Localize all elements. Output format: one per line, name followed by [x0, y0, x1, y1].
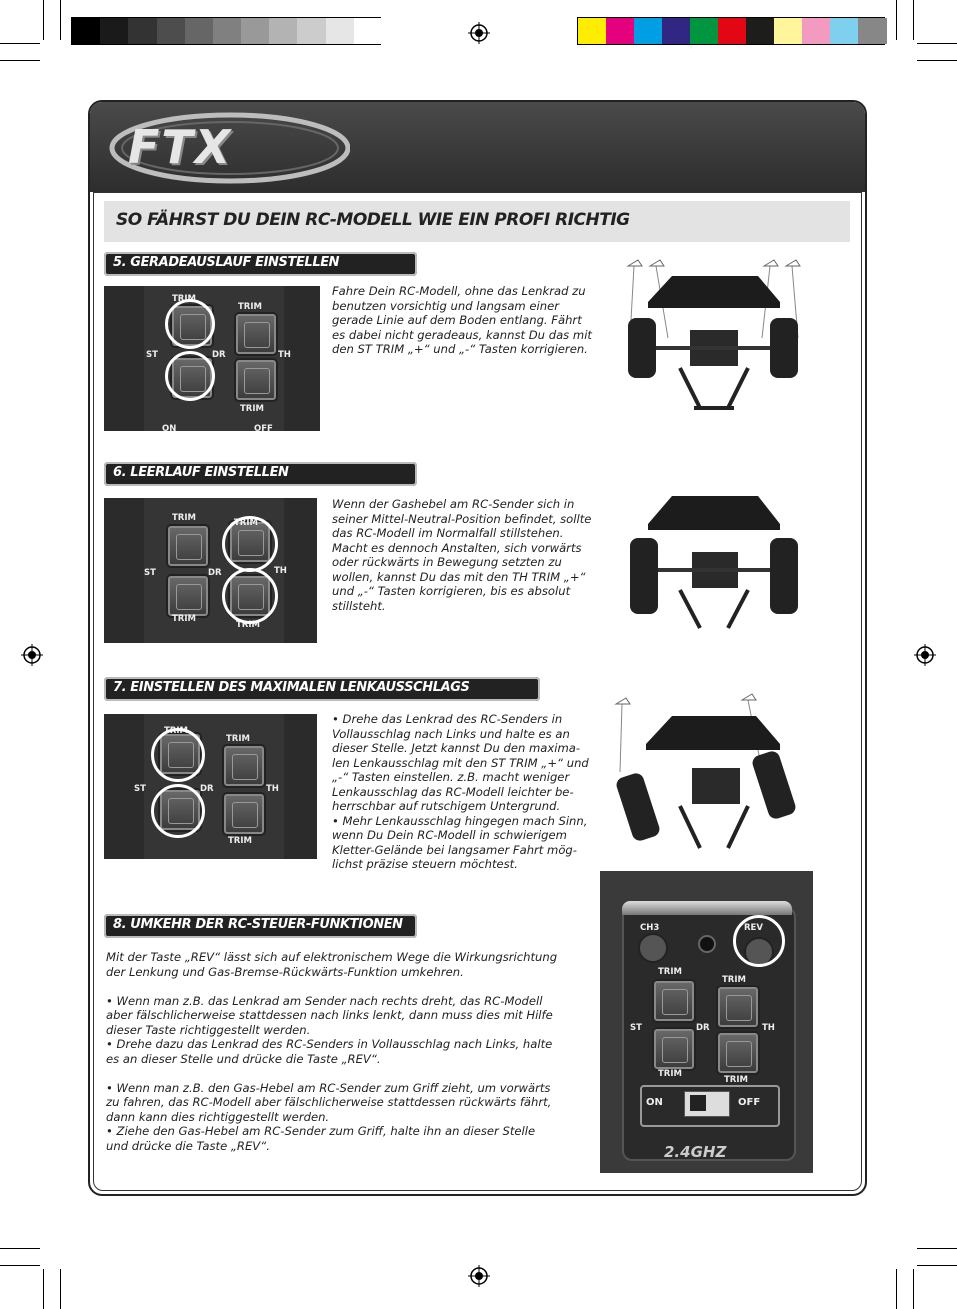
registration-mark-icon — [914, 644, 936, 666]
page-title: SO FÄHRST DU DEIN RC-MODELL WIE EIN PROFI RICHTIG — [116, 210, 630, 230]
transmitter-chrome-edge — [622, 901, 792, 915]
trim-button — [234, 312, 278, 356]
label-st: ST — [134, 784, 146, 794]
highlight-circle — [165, 351, 215, 401]
process-swatch — [802, 18, 831, 44]
label-trim: TRIM — [172, 294, 196, 304]
highlight-circle — [222, 568, 278, 624]
text-line: seiner Mittel-Neutral-Position befindet, sollte — [332, 511, 592, 526]
text-line: Mit der Taste „REV“ lässt sich auf elektronischem Wege die Wirkungsrichtung — [106, 950, 558, 964]
crop-mark — [43, 1269, 44, 1309]
text-line: oder rückwärts in Bewegung setzten zu — [332, 555, 562, 569]
remote-closeup-photo — [104, 714, 317, 859]
remote-closeup-photo — [104, 498, 317, 643]
label-dr: DR — [208, 568, 222, 578]
crop-mark — [43, 0, 44, 40]
grayscale-swatch — [297, 18, 326, 44]
label-th: TH — [762, 1023, 775, 1033]
text-line: wenn Du Dein RC-Modell in schwierigem — [332, 828, 567, 842]
crop-mark — [917, 43, 957, 44]
text-line: wollen, kannst Du das mit den TH TRIM „+“ — [332, 569, 586, 584]
crop-mark — [0, 1248, 40, 1249]
process-swatch — [718, 18, 747, 44]
power-switch-knob — [690, 1095, 706, 1111]
grayscale-swatch — [100, 18, 129, 44]
label-trim: TRIM — [238, 302, 262, 312]
crop-mark — [60, 1269, 61, 1309]
text-line: dieser Stelle. Jetzt kannst Du den maxima- — [332, 741, 581, 755]
rc-car-chassis-illustration — [620, 258, 810, 413]
label-dr: DR — [212, 350, 226, 360]
section-heading-5 — [104, 252, 417, 276]
text-line: es dabei nicht geradeaus, kannst Du das mit — [332, 327, 592, 342]
label-st: ST — [630, 1023, 642, 1033]
trim-button — [222, 792, 266, 836]
label-trim: TRIM — [724, 1075, 748, 1085]
label-trim: TRIM — [172, 513, 196, 523]
text-line: Fahre Dein RC-Modell, ohne das Lenkrad zu — [332, 284, 586, 298]
text-line: Macht es dennoch Anstalten, sich vorwärts — [332, 540, 582, 555]
section-heading-7 — [104, 677, 540, 701]
highlight-circle — [151, 784, 205, 838]
text-line — [106, 979, 596, 994]
text-line: • Mehr Lenkausschlag hingegen mach Sinn, — [332, 813, 588, 828]
crop-mark — [917, 1265, 957, 1266]
trim-button[interactable] — [652, 1027, 696, 1071]
crop-mark — [0, 1265, 40, 1266]
label-trim: TRIM — [658, 967, 682, 977]
label-th: TH — [274, 566, 287, 576]
registration-mark-icon — [21, 644, 43, 666]
rc-car-chassis-illustration — [610, 690, 810, 852]
text-line: zu fahren, das RC-Modell aber fälschlicherweise stattdessen rückwärts fährt, — [106, 1095, 552, 1109]
highlight-circle — [165, 299, 215, 349]
section-heading-text: 6. LEERLAUF EINSTELLEN — [113, 465, 289, 480]
text-line: Wenn der Gashebel am RC-Sender sich in — [332, 497, 575, 511]
label-th: TH — [266, 784, 279, 794]
highlight-circle — [222, 516, 278, 572]
section-7-text — [332, 712, 612, 872]
trim-button — [222, 744, 266, 788]
text-line: der Lenkung und Gas-Bremse-Rückwärts-Funktion umkehren. — [106, 964, 464, 979]
label-trim: TRIM — [172, 614, 196, 624]
section-heading-6 — [104, 462, 417, 486]
grayscale-swatch — [326, 18, 355, 44]
section-6-text — [332, 497, 612, 613]
grayscale-swatch — [269, 18, 298, 44]
ch3-button — [638, 933, 668, 963]
text-line: lichst präzise steuern möchtest. — [332, 857, 518, 871]
ftx-logo: FTX — [128, 120, 233, 174]
label-on: ON — [162, 424, 177, 431]
process-swatch — [774, 18, 803, 44]
process-swatch — [662, 18, 691, 44]
label-trim: TRIM — [236, 620, 260, 630]
text-line: dieser Taste richtiggestellt werden. — [106, 1022, 311, 1037]
trim-button — [166, 574, 210, 618]
highlight-circle — [151, 728, 205, 782]
remote-closeup-photo — [104, 286, 320, 431]
label-off: OFF — [254, 424, 273, 431]
trim-button[interactable] — [716, 985, 760, 1029]
section-5-text — [332, 284, 612, 357]
grayscale-swatch — [185, 18, 214, 44]
label-trim: TRIM — [658, 1069, 682, 1079]
text-line: len Lenkausschlag mit den ST TRIM „+“ und — [332, 755, 589, 770]
text-line: dann kann dies richtiggestellt werden. — [106, 1109, 330, 1124]
crop-mark — [60, 0, 61, 40]
section-heading-8 — [104, 914, 417, 938]
text-line: „-“ Tasten einstellen. z.B. macht weniger — [332, 770, 570, 784]
label-2-4ghz: 2.4GHZ — [664, 1143, 727, 1161]
label-trim: TRIM — [240, 404, 264, 414]
label-on: ON — [646, 1097, 663, 1108]
text-line: • Wenn man z.B. das Lenkrad am Sender nach rechts dreht, das RC-Modell — [106, 993, 543, 1008]
label-st: ST — [146, 350, 158, 360]
text-line: und drücke die Taste „REV“. — [106, 1138, 270, 1153]
label-trim: TRIM — [722, 975, 746, 985]
label-th: TH — [278, 350, 291, 360]
label-trim: TRIM — [228, 836, 252, 846]
trim-button[interactable] — [652, 979, 696, 1023]
text-line: Kletter-Gelände bei langsamer Fahrt mög- — [332, 842, 577, 857]
text-line: • Drehe das Lenkrad des RC-Senders in — [332, 712, 563, 726]
text-line: • Wenn man z.B. den Gas-Hebel am RC-Sender zum Griff zieht, um vorwärts — [106, 1080, 551, 1095]
grayscale-swatch — [241, 18, 270, 44]
section-heading-text: 7. EINSTELLEN DES MAXIMALEN LENKAUSSCHLAGS — [113, 680, 470, 695]
label-rev: REV — [744, 923, 763, 933]
crop-mark — [913, 1269, 914, 1309]
grayscale-swatch — [128, 18, 157, 44]
process-swatch — [634, 18, 663, 44]
text-line: gerade Linie auf dem Boden entlang. Fährt — [332, 313, 582, 327]
text-line: das RC-Modell im Normalfall stillstehen. — [332, 526, 564, 540]
grayscale-swatch — [157, 18, 186, 44]
label-dr: DR — [200, 784, 214, 794]
label-st: ST — [144, 568, 156, 578]
crop-mark — [896, 0, 897, 40]
trim-button — [166, 524, 210, 568]
crop-mark — [913, 0, 914, 40]
text-line: Vollausschlag nach Links und halte es an — [332, 726, 570, 741]
section-heading-text: 8. UMKEHR DER RC-STEUER-FUNKTIONEN — [113, 917, 403, 932]
label-ch3: CH3 — [640, 923, 660, 933]
text-line: Lenkausschlag das RC-Modell leichter be- — [332, 784, 574, 799]
registration-mark-icon — [468, 22, 490, 44]
text-line: benutzen vorsichtig und langsam einer — [332, 298, 560, 313]
text-line: den ST TRIM „+“ und „-“ Tasten korrigieren. — [332, 342, 588, 356]
grayscale-swatch — [213, 18, 242, 44]
crop-mark — [0, 43, 40, 44]
process-swatch — [858, 18, 887, 44]
text-line: es an dieser Stelle und drücke die Taste „REV“. — [106, 1051, 381, 1066]
trim-button[interactable] — [716, 1031, 760, 1075]
grayscale-swatch — [354, 18, 383, 44]
process-swatch — [746, 18, 775, 44]
grayscale-swatch — [72, 18, 101, 44]
text-line: und „-“ Tasten korrigieren, bis es absolut — [332, 584, 571, 598]
label-trim: TRIM — [164, 726, 188, 736]
text-line: stillsteht. — [332, 598, 386, 613]
power-led-icon — [698, 935, 716, 953]
registration-mark-icon — [468, 1265, 490, 1287]
process-swatch — [830, 18, 859, 44]
process-color-bar — [577, 17, 885, 45]
crop-mark — [917, 60, 957, 61]
text-line: aber fälschlicherweise stattdessen nach links lenkt, dann muss dies mit Hilfe — [106, 1008, 553, 1022]
rc-car-chassis-illustration — [620, 490, 810, 630]
trim-button — [234, 358, 278, 402]
page-header — [90, 102, 865, 192]
crop-mark — [917, 1248, 957, 1249]
process-swatch — [606, 18, 635, 44]
text-line: • Drehe dazu das Lenkrad des RC-Senders in Vollausschlag nach Links, halte — [106, 1037, 553, 1051]
label-dr: DR — [696, 1023, 710, 1033]
process-swatch — [690, 18, 719, 44]
highlight-circle — [733, 915, 785, 967]
section-heading-text: 5. GERADEAUSLAUF EINSTELLEN — [113, 255, 340, 270]
text-line — [106, 1066, 596, 1081]
transmitter-photo — [600, 871, 813, 1173]
section-8-text — [106, 950, 596, 1153]
crop-mark — [0, 60, 40, 61]
label-trim: TRIM — [226, 734, 250, 744]
crop-mark — [896, 1269, 897, 1309]
label-off: OFF — [738, 1097, 761, 1108]
text-line: • Ziehe den Gas-Hebel am RC-Sender zum Griff, halte ihn an dieser Stelle — [106, 1124, 536, 1138]
page-title-bar — [104, 201, 850, 242]
label-trim: TRIM — [234, 518, 258, 528]
text-line: herrschbar auf rutschigem Untergrund. — [332, 799, 561, 813]
process-swatch — [578, 18, 607, 44]
grayscale-color-bar — [71, 17, 381, 45]
